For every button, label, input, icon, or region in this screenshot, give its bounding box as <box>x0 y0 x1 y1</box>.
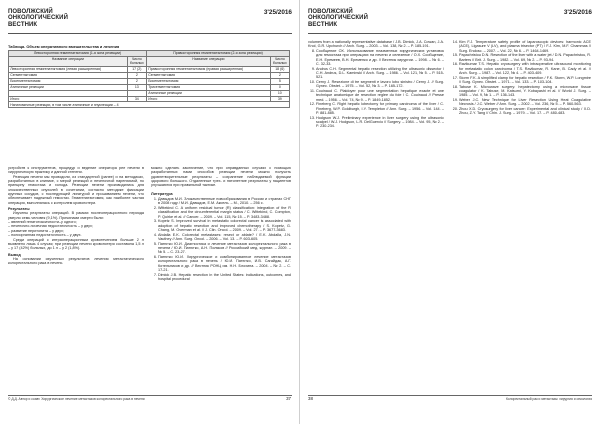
reference-item: 20. Zhou X.D. Cryosurgery for liver cancer: Experimental and clinical study / X.D. Zhou, Z.Y. Tang // Chin. J. Surg. – 1979. – Vol. 17. – P. 480-483. <box>459 107 591 116</box>
list-item: – развитие перитонита – у двух; <box>8 228 64 233</box>
reference-item: 16. Ravikumar T.S. Hepatic cryosurgery with intraoperative ultrasound monitoring for metastatic colon carcinoma / T.S. Ravikumar, R. Kane, B. Cady et al. // Arch. Surg. – 1987. – Vol. 122, № 4. – P. 403-409. <box>459 62 591 75</box>
left-column-2 <box>151 166 291 282</box>
reference-item: 13. Hodgson W.J. Preliminary experience in liver surgery using the ultrasonic scalpel / W.J. Hodgson, L.R. DelGuercio // Surgery. – 1984. – Vol. 95, № 2. – P. 230-234. <box>316 116 444 129</box>
footer-text: © Д.Д. Автор и соавт. Хирургическое лечение метастазов колоректального рака в печени <box>8 397 145 401</box>
references-heading: Литература <box>151 191 173 196</box>
table-cell: 17 (2) <box>127 67 146 73</box>
reference-continuation: volumes from a nationally representative database / J.B. Dimick, J.A. Cowan, J.A. Knol, G.R. Upchurch // Arch. Surg. – 2003. – Vol. 138, № 2. – P. 185-191. <box>308 40 444 49</box>
page-number: 38 <box>308 396 313 401</box>
table-cell: 0 <box>270 84 289 90</box>
reference-item: 4. Abdalla E.K. Colorectal metastases: resect or ablate? / E.K. Abdalla, J.N. Vauthey // Ann. Surg. Oncol. – 2006. – Vol. 13. – P. 603-605. <box>158 233 291 242</box>
header-rule <box>8 33 292 34</box>
reference-item: 18. Tabuse K. Microwave surgery: hepatectomy using a microwave tissue coagulator / K. Tabuse, M. Katsumi, Y. Kobayashi et al. // World J. Surg. – 1985. – Vol. 9, № 1. – P. 136-143. <box>459 85 591 98</box>
right-references-column-1 <box>308 40 444 129</box>
table-cell: 34 <box>127 96 146 102</box>
reference-list <box>451 40 591 116</box>
table-group-header: Левосторонняя гемигепатэктомия (1-я зона резекции) <box>9 51 147 57</box>
paragraph: устройств к инструментов, процедур и ведение оператора рее печени в хирургическую практику и данной степени. <box>8 166 144 175</box>
table-cell: Атипичные резекции <box>9 84 128 90</box>
section-heading: Результаты <box>8 207 30 212</box>
journal-line: ОНКОЛОГИЧЕСКИЙ <box>308 15 369 22</box>
left-column-1 <box>8 166 144 266</box>
reference-item: 1. Давыдов М.И. Злокачественные новообразования в России и странах СНГ в 2008 году / М.И. Давыдов, Е.М. Аксель. – М., 2010. – 256 с. <box>158 197 291 206</box>
reference-item: 19. Weber J.C. New Technique for Liver Resection Using Heat Coagulative Necrosis / J.C. Weber // Ann. Surg. – 2002. – Vol. 236, № 5. – P. 560-563. <box>459 98 591 107</box>
left-header <box>8 9 292 31</box>
reference-item: 14. Kim F.J. Temperature safety profile of laparoscopic devices: harmonic ACE (ACE), Ligasure V (LV), and plasma trisector (PT) / F.J. Kim, M.F. Chammas // Surg. Endosc. – 2007. – Vol. 22, № 6. – P. 1464-1469. <box>459 40 591 53</box>
journal-line: ПОВОЛЖСКИЙ <box>8 9 53 15</box>
journal-title <box>308 9 592 28</box>
table-column-header: Число больных <box>127 56 146 66</box>
footer-rule <box>308 395 592 396</box>
footer-text: Колоректальный рак и метастазы: хирургия и онкология <box>506 397 592 401</box>
table-group-header: Правосторонняя гемигепатэктомия (2-я зона резекции) <box>147 51 290 57</box>
reference-item: 15. Papachristou D.N. Resection of the liver with a water jet / D.N. Papachristou, R. Barters // Brit. J. Surg. – 1982. – Vol. 69, № 2. – P. 93-94. <box>459 53 591 62</box>
table-caption: Таблица. Объем оперативного вмешательства и лечения <box>8 44 120 49</box>
reference-item: 11. Couinaud C. Plaidoyer pour une segmentation hepatique exacte et une technique anatomique de resection reglee du foie / C. Couinaud // Presse med. – 1956. – Vol. 74, № 9. – P. 1849-1852. <box>316 89 444 102</box>
journal-line: ВЕСТНИК <box>308 21 338 28</box>
header-rule <box>308 33 592 34</box>
journal-title <box>8 9 292 28</box>
right-header <box>308 9 592 31</box>
table-column-header: Название операции <box>9 56 128 66</box>
paragraph: Изучены результаты операций. В рамках послеоперационного периода умерло семь человек (9,1%). Причинами смерти были: <box>8 211 144 220</box>
table-cell: Бисегментэктомия <box>147 78 271 84</box>
operations-table <box>8 50 290 108</box>
table-column-header: Название операции <box>147 56 271 66</box>
table-cell: Правосторонняя гемигепатэктомия (правая расширенная) <box>147 67 271 73</box>
reference-item: 2. Wittekind C. A uniform residual tumor (R) classification: integration of the R classification and the circumferential margin status / C. Wittekind, C. Compton, P. Quirke et al. // Cancer. – 2009. – Vol. 115, № 15. – P. 3483-3488. <box>158 206 291 219</box>
reference-item: 5. Патютко Ю.И. Диагностика и лечение метастазов колоректального рака в печени / Ю.И. Патютко, А.Н. Поляков // Российский мед. журнал. – 2009. – № 5. – С. 23-27. <box>158 242 291 255</box>
paragraph: Среди операций с интраоперационным кровотечением больше 2 л выявлено лишь 4 случая; при резекции печени кровопотеря составила 1,5 л – у 17 (42%) больных, до 1 л – у 2 (1,8%). <box>8 237 144 251</box>
table-cell: Сегментэктомия <box>147 72 271 78</box>
table-note: Нанатомичные резекции, в том числе атипичные и энуклеации – 4 <box>9 102 290 108</box>
paragraph: можно сделать заключение, что при оправданных случаях с помощью разработанных нами способов резекции печени можно получить удовлетворительные результаты – сохранение наблюдаемой функции здорового большого. Отдаленные трех- и пятилетние результаты у пациентов улучшаются при правильной тактике. <box>151 166 291 188</box>
table-cell: 2 <box>270 72 289 78</box>
table-cell: Бисегментэктомия <box>9 78 128 84</box>
table-cell: Трисегментэктомия <box>147 84 271 90</box>
right-references-column-2 <box>451 40 591 116</box>
right-page <box>300 0 600 424</box>
reference-item: 7. Dimick J.B. Hepatic resection in the United States: indications, outcomes, and hospital procedural <box>158 273 291 282</box>
reference-item: 9. Andrus C.H. Segmental hepatic resection utilizing the ultrasonic dissector / C.H. Andrus, D.L. Kaminski // Arch. Surg. – 1986. – Vol. 121, № 5. – P. 515-521. <box>316 67 444 80</box>
reference-item: 10. Cerny J. Resezione di tre segmenti e lavoro lobo sinistro / Cerny J. // Surg. Gynec. Obstet. – 1975. – Vol. 52, № 3. – P. 165-172. <box>316 80 444 89</box>
reference-list <box>151 197 291 281</box>
reference-item: 12. Fineberg C. Right hepatic lobectomy for primary carcinoma of the liver / C. Fineberg, W.P. Goldburgh, I.Y. Templeton // Ann. Surg. – 1956. – Vol. 144. – P. 881-885. <box>316 102 444 115</box>
table-cell: Левосторонняя гемигепатэктомия (левая расширенная) <box>9 67 128 73</box>
table-cell: 5 <box>270 78 289 84</box>
table-cell: 10 <box>270 90 289 96</box>
table-cell: 2 <box>127 78 146 84</box>
section-heading: Вывод <box>8 252 21 257</box>
issue-number: 3'25/2016 <box>263 9 292 16</box>
table-cell: 13 <box>127 84 146 90</box>
list-item: – явлений гепатотоксичности–у одного; <box>8 220 77 225</box>
list-item: – печеночно-почечная недостаточность – у двух; <box>8 224 93 229</box>
table-cell: 18 (6) <box>270 67 289 73</box>
journal-line: ОНКОЛОГИЧЕСКИЙ <box>8 15 69 22</box>
reference-item: 17. Storm F.K. A simplified clamp for hepatic resection / F.K. Storm, W.P. Longmire // Surg. Gynec. Obstet. – 1971. – Vol. 133. – P. 103-104. <box>459 76 591 85</box>
footer-rule <box>8 395 292 396</box>
table-column-header: Число больных <box>270 56 289 66</box>
paragraph: На основании изученных результатов лечения метастатического колоректального рака в печень <box>8 256 144 266</box>
reference-item: 8. Сообщение ОХ. Использование плазменных хирургических установок для гемостаза при операциях на печени и селезенке / О.Х. Сообщение, Е.Н. Еремеев, В.Н. Еременко и др. // Вестник хирургии. – 1998. – № 6. – С. 32-33. <box>316 49 444 66</box>
journal-line: ВЕСТНИК <box>8 21 38 28</box>
journal-line: ПОВОЛЖСКИЙ <box>308 9 353 15</box>
table-cell: Атипичные резекции <box>147 90 271 96</box>
issue-number: 3'25/2016 <box>563 9 592 16</box>
table-cell: 2 <box>127 72 146 78</box>
table-row <box>9 102 290 108</box>
page-number: 37 <box>286 396 291 401</box>
paragraph: Резекция печени мы проводили, из стандартной (ранее) и на методиках, разработанных в клинике, с мерой резекций и печеночной паренхимой, по принципу гемостаза и холода. Резекции печени производились для злокачественных опухолей в сочетании, согласно методике фиксации крупных сосудов, с последующей лигатурой и прошиванием печени, что обеспечивает надежный гемостаз. Гемигепатэктомия, как наиболее частая операция, выполнялась с контролем кровопотери. <box>8 174 144 205</box>
table-cell: 39 <box>270 96 289 102</box>
reference-item: 6. Патютко Ю.И. Хирургическое и комбинированное лечение метастазов колоректального рака в печень / Ю.И. Патютко, И.В. Сагайдак, А.Г. Котельников и др. // Вестник РОНЦ им. Н.Н. Блохина. – 2004. – № 2. – С. 17-21. <box>158 255 291 272</box>
reference-list <box>308 49 444 129</box>
table-cell: Итого <box>9 96 128 102</box>
list-item: – полиорганная недостаточность – у двух. <box>8 233 82 238</box>
reference-item: 3. Kopetz S. Improved survival in metastatic colorectal cancer is associated with adoption of hepatic resection and improved chemotherapy / S. Kopetz, G. Chang, M. Overman et al. // J. Clin. Oncol. – 2009. – Vol. 27. – P. 3677-3683. <box>158 219 291 232</box>
table-cell: Сегментэктомия <box>9 72 128 78</box>
table-cell: Итого <box>147 96 271 102</box>
